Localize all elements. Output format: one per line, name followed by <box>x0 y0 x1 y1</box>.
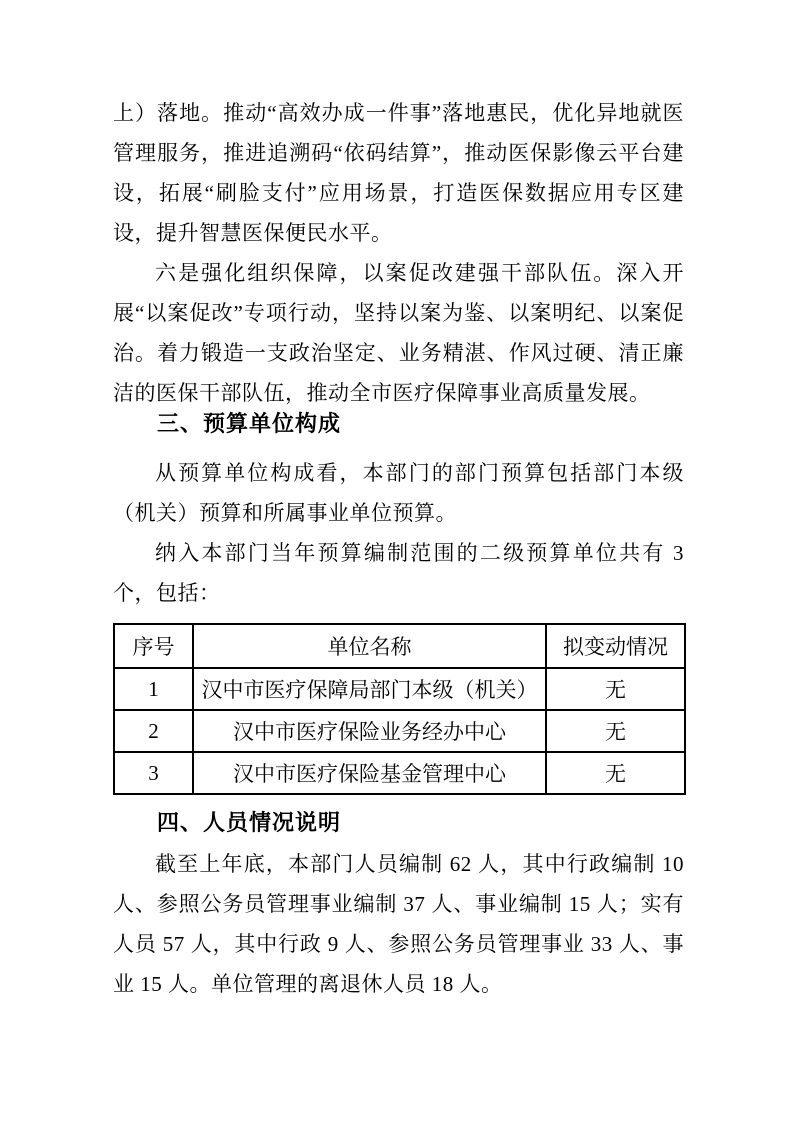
table-row <box>114 752 685 794</box>
table-header-index: 序号 <box>114 624 193 668</box>
paragraph-smart-medical: 上）落地。推动“高效办成一件事”落地惠民，优化异地就医管理服务，推进追溯码“依码结算”，推动医保影像云平台建设，拓展“刷脸支付”应用场景，打造医保数据应用专区建设，提升智慧医保便民水平。 <box>113 101 684 245</box>
section-heading-budget-units: 三、预算单位构成 <box>157 411 342 436</box>
table-cell-unit-name: 汉中市医疗保险基金管理中心 <box>193 752 546 794</box>
table-cell-index: 3 <box>114 752 193 794</box>
table-header-change-status: 拟变动情况 <box>546 624 685 668</box>
paragraph-organization-safeguard: 六是强化组织保障，以案促改建强干部队伍。深入开展“以案促改”专项行动，坚持以案为鉴、以案明纪、以案促治。着力锻造一支政治坚定、业务精湛、作风过硬、清正廉洁的医保干部队伍，推动全市医疗保障事业高质量发展。 <box>113 261 684 405</box>
table-cell-unit-name: 汉中市医疗保险业务经办中心 <box>193 710 546 752</box>
table-cell-index: 1 <box>114 668 193 710</box>
paragraph-budget-composition: 从预算单位构成看，本部门的部门预算包括部门本级（机关）预算和所属事业单位预算。 <box>113 461 684 525</box>
table-header-unit-name: 单位名称 <box>193 624 546 668</box>
table-cell-index: 2 <box>114 710 193 752</box>
paragraph-personnel-details: 截至上年底，本部门人员编制 62 人，其中行政编制 10 人、参照公务员管理事业编制 37 人、事业编制 15 人；实有人员 57 人，其中行政 9 人、参照公务员管理事业 33 人、事业 15 人。单位管理的离退休人员 18 人。 <box>113 852 684 996</box>
table-row <box>114 668 685 710</box>
table-header-row <box>114 624 685 668</box>
paragraph-budget-units-count: 纳入本部门当年预算编制范围的二级预算单位共有 3 个，包括： <box>113 541 684 605</box>
table-cell-change-status: 无 <box>546 668 685 710</box>
budget-units-table <box>113 623 686 795</box>
table-cell-unit-name: 汉中市医疗保障局部门本级（机关） <box>193 668 546 710</box>
table-cell-change-status: 无 <box>546 710 685 752</box>
table-cell-change-status: 无 <box>546 752 685 794</box>
section-heading-personnel: 四、人员情况说明 <box>157 810 342 835</box>
table-row <box>114 710 685 752</box>
